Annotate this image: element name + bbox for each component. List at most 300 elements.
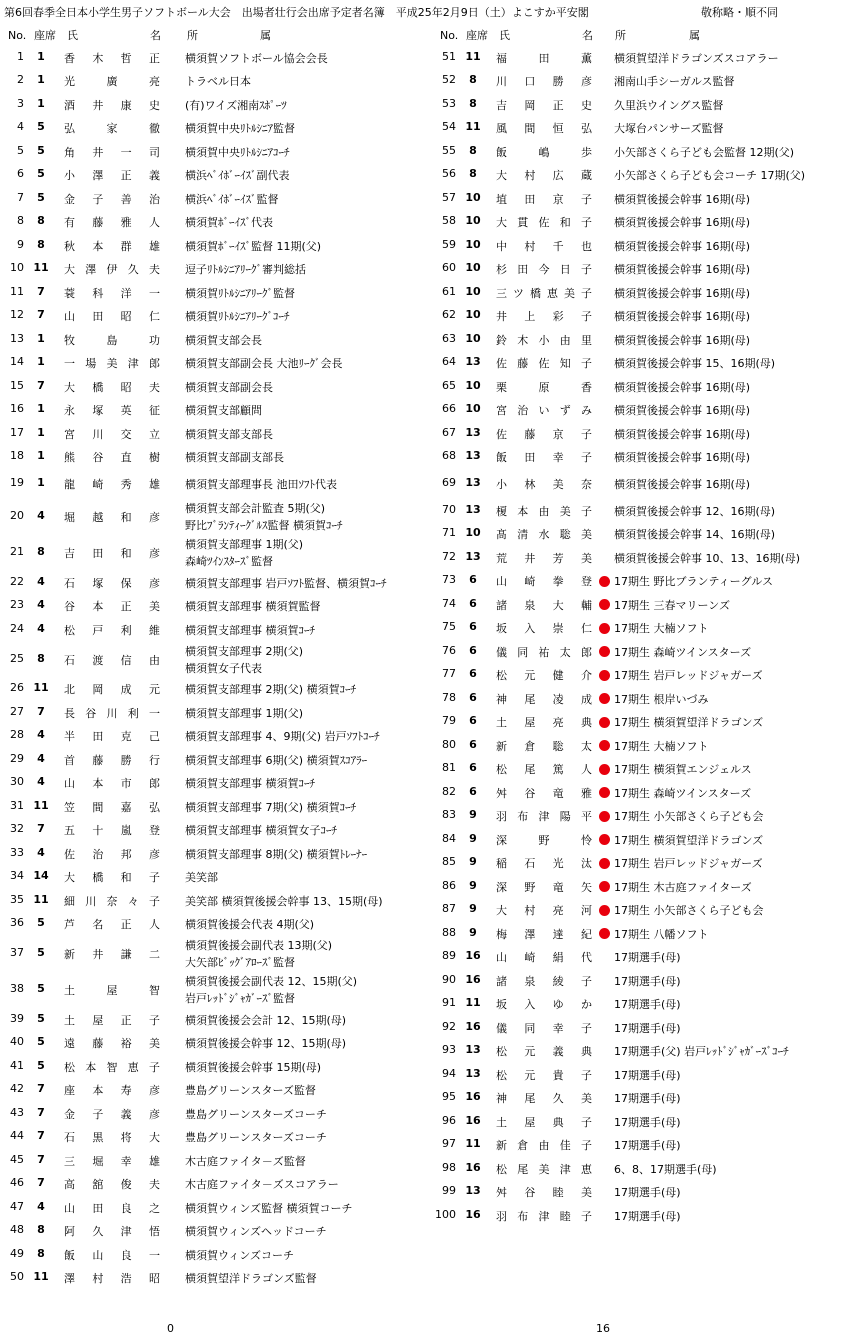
table-row <box>432 969 861 993</box>
person-name: 大 貫 佐 和 子 <box>496 216 592 230</box>
affiliation <box>185 1223 435 1240</box>
row-number: 1 <box>17 49 24 63</box>
affiliation-line: 横須賀後援会幹事 16期(母) <box>614 263 751 277</box>
seat-number: 7 <box>37 1129 45 1143</box>
row-number: 60 <box>442 261 456 275</box>
affiliation-line: 横須賀後援会幹事 15、16期(母) <box>614 357 776 371</box>
table-row <box>432 1040 861 1064</box>
table-row <box>432 570 861 594</box>
affiliation <box>614 526 861 543</box>
row-number: 89 <box>442 949 456 963</box>
row-number: 84 <box>442 831 456 845</box>
row-number: 45 <box>10 1152 24 1166</box>
affiliation <box>185 379 435 396</box>
row-number: 32 <box>10 822 24 836</box>
row-number: 97 <box>442 1137 456 1151</box>
row-number: 2 <box>17 73 24 87</box>
affiliation <box>614 1067 861 1084</box>
affiliation-line: 17期選手(母) <box>614 951 681 965</box>
row-number: 27 <box>10 704 24 718</box>
affiliation <box>185 916 435 933</box>
row-number: 43 <box>10 1105 24 1119</box>
table-row <box>0 1079 432 1103</box>
affiliation-line: 横須賀支部理事 4、9期(父) 岩戸ｿﾌﾄｺｰﾁ <box>185 730 380 744</box>
person-name: 遠 藤 裕 美 <box>64 1037 160 1051</box>
table-row <box>432 593 861 617</box>
row-number: 54 <box>442 120 456 134</box>
row-number: 61 <box>442 284 456 298</box>
table-row <box>432 711 861 735</box>
affiliation <box>185 238 435 255</box>
seat-number: 4 <box>37 574 45 588</box>
row-number: 66 <box>442 402 456 416</box>
affiliation <box>614 1184 861 1201</box>
row-number: 20 <box>10 509 24 522</box>
person-name: 松 元 健 介 <box>496 669 592 683</box>
person-name: 阿 久 津 悟 <box>64 1225 160 1239</box>
row-number: 7 <box>17 190 24 204</box>
row-number: 99 <box>442 1184 456 1198</box>
seat-number: 9 <box>469 808 477 822</box>
table-row <box>0 93 432 117</box>
seat-number: 10 <box>465 261 481 275</box>
seat-number: 10 <box>465 237 481 251</box>
affiliation-line: 17期生 大楠ソフト <box>614 622 709 636</box>
affiliation <box>614 1137 861 1154</box>
affiliation-line: 横須賀支部顧問 <box>185 404 262 418</box>
header-given-name: 名 <box>582 29 593 42</box>
row-number: 42 <box>10 1082 24 1096</box>
seat-number: 8 <box>469 73 477 87</box>
affiliation <box>614 832 861 849</box>
affiliation <box>185 426 435 443</box>
row-number: 58 <box>442 214 456 228</box>
person-name: 座 本 寿 彦 <box>64 1084 160 1098</box>
table-row <box>432 375 861 399</box>
person-name: 吉 田 和 彦 <box>64 547 160 560</box>
person-name: 坂 入 ゆ か <box>496 998 592 1012</box>
affiliation-line: 美笑部 <box>185 871 218 885</box>
affiliation <box>614 167 861 184</box>
table-row <box>432 734 861 758</box>
seat-number: 10 <box>465 284 481 298</box>
affiliation-line: 17期生 森崎ツインスターズ <box>614 645 752 659</box>
seat-number: 9 <box>469 855 477 869</box>
row-number: 55 <box>442 143 456 157</box>
table-row <box>0 535 432 571</box>
affiliation <box>614 667 861 684</box>
attendee-dot-icon <box>599 881 610 892</box>
affiliation-line: 横須賀支部理事 横須賀監督 <box>185 600 321 614</box>
affiliation-line: 17期選手(母) <box>614 1068 681 1082</box>
seat-number: 6 <box>469 784 477 798</box>
row-number: 38 <box>10 982 24 995</box>
seat-number: 5 <box>37 143 45 157</box>
person-name: 土 屋 亮 典 <box>496 716 592 730</box>
affiliation-line: 横須賀後援会幹事 14、16期(母) <box>614 528 776 542</box>
row-number: 18 <box>10 449 24 463</box>
table-row <box>0 211 432 235</box>
row-number: 13 <box>10 331 24 345</box>
row-number: 59 <box>442 237 456 251</box>
affiliation <box>185 308 435 325</box>
row-number: 16 <box>10 402 24 416</box>
row-number: 50 <box>10 1270 24 1284</box>
seat-number: 6 <box>469 573 477 587</box>
row-number: 74 <box>442 596 456 610</box>
row-number: 80 <box>442 737 456 751</box>
row-number: 72 <box>442 549 456 563</box>
table-row <box>432 758 861 782</box>
table-row <box>432 875 861 899</box>
person-name: 深 野 竜 矢 <box>496 880 592 894</box>
header-no: No. <box>8 29 27 42</box>
left-rows <box>0 46 432 1290</box>
seat-number: 16 <box>465 1207 481 1221</box>
affiliation <box>185 1153 435 1170</box>
page-footer-right: 16 <box>596 1322 610 1335</box>
affiliation-line: 横須賀後援会幹事 10、13、16期(母) <box>614 551 801 565</box>
person-name: 宮 治 い ず み <box>496 404 592 418</box>
affiliation-line: 横須賀支部理事長 池田ｿﾌﾄ代表 <box>185 478 337 491</box>
person-name: 羽 布 津 陽 平 <box>496 810 592 824</box>
table-row <box>432 281 861 305</box>
affiliation-line: 17期生 横須賀望洋ドラゴンズ <box>614 833 764 847</box>
seat-number: 7 <box>37 378 45 392</box>
table-row <box>432 305 861 329</box>
row-number: 51 <box>442 49 456 63</box>
seat-number: 1 <box>37 402 45 416</box>
affiliation-line: 17期生 横須賀望洋ドラゴンズ <box>614 716 764 730</box>
row-number: 63 <box>442 331 456 345</box>
person-name: 松 尾 篤 人 <box>496 763 592 777</box>
seat-number: 7 <box>37 1176 45 1190</box>
left-column <box>0 26 432 1290</box>
row-number: 4 <box>17 120 24 134</box>
header-affiliation-1: 所 <box>187 29 198 42</box>
row-number: 82 <box>442 784 456 798</box>
affiliation <box>614 855 861 872</box>
person-name: 神 尾 久 美 <box>496 1092 592 1106</box>
person-name: 熊 谷 直 樹 <box>64 451 160 465</box>
row-number: 46 <box>10 1176 24 1190</box>
affiliation-line: 豊島グリーンスターズ監督 <box>185 1084 316 1098</box>
table-row <box>0 842 432 866</box>
table-row <box>0 234 432 258</box>
seat-number: 5 <box>37 982 45 995</box>
header-surname: 氏 <box>67 29 78 42</box>
seat-number: 10 <box>465 190 481 204</box>
affiliation-line: 逗子ﾘﾄﾙｼﾆｱﾘｰｸﾞ審判総括 <box>185 263 306 277</box>
row-number: 15 <box>10 378 24 392</box>
row-number: 87 <box>442 902 456 916</box>
table-row <box>432 640 861 664</box>
table-row <box>432 46 861 70</box>
table-row <box>432 258 861 282</box>
affiliation-line: 湘南山手シーガルス監督 <box>614 75 735 89</box>
person-name: 荒 井 芳 美 <box>496 551 592 565</box>
affiliation-line: 岩戸ﾚｯﾄﾞｼﾞｬｶﾞｰｽﾞ監督 <box>185 992 295 1005</box>
table-row <box>432 993 861 1017</box>
table-row <box>0 375 432 399</box>
affiliation-line: 大塚台パンサーズ監督 <box>614 122 724 136</box>
seat-number: 1 <box>37 49 45 63</box>
affiliation <box>185 402 435 419</box>
affiliation <box>185 1012 435 1029</box>
seat-number: 1 <box>37 73 45 87</box>
table-row <box>0 46 432 70</box>
table-row <box>0 281 432 305</box>
table-row <box>0 819 432 843</box>
affiliation <box>185 1106 435 1123</box>
row-number: 67 <box>442 425 456 439</box>
seat-number: 16 <box>465 1019 481 1033</box>
table-row <box>0 117 432 141</box>
row-number: 79 <box>442 714 456 728</box>
row-number: 24 <box>10 621 24 635</box>
header-seat: 座席 <box>34 29 56 42</box>
table-row <box>0 1102 432 1126</box>
seat-number: 10 <box>465 378 481 392</box>
affiliation <box>614 191 861 208</box>
affiliation-line: 横須賀支部理事 2期(父) <box>185 644 304 658</box>
affiliation <box>614 355 861 372</box>
row-number: 6 <box>17 167 24 181</box>
seat-number: 9 <box>469 925 477 939</box>
affiliation <box>185 167 435 184</box>
row-number: 64 <box>442 355 456 369</box>
seat-number: 10 <box>465 214 481 228</box>
affiliation-line: 横須賀支部支部長 <box>185 427 273 441</box>
person-name: 儀 同 幸 子 <box>496 1021 592 1035</box>
seat-number: 5 <box>37 1058 45 1072</box>
row-number: 78 <box>442 690 456 704</box>
affiliation-line: 横須賀後援会副代表 13期(父) <box>185 939 333 952</box>
row-number: 96 <box>442 1113 456 1127</box>
person-name: 山 田 良 之 <box>64 1201 160 1215</box>
person-name: 光 廣 亮 <box>64 75 160 89</box>
affiliation <box>185 355 435 372</box>
seat-number: 8 <box>37 545 45 558</box>
table-row <box>432 352 861 376</box>
affiliation-line: 横須賀ﾎﾞｰｲｽﾞ代表 <box>185 216 273 230</box>
table-row <box>432 546 861 570</box>
affiliation <box>614 214 861 231</box>
affiliation-line: 17期生 岩戸レッドジャガーズ <box>614 857 763 871</box>
person-name: 山 崎 拳 登 <box>496 575 592 589</box>
affiliation <box>185 285 435 302</box>
row-number: 5 <box>17 143 24 157</box>
header-affiliation-2: 属 <box>689 29 700 42</box>
seat-number: 7 <box>37 704 45 718</box>
table-row <box>0 1008 432 1032</box>
table-row <box>0 972 432 1008</box>
affiliation <box>614 714 861 731</box>
affiliation-line: 横須賀ﾘﾄﾙｼﾆｱﾘｰｸﾞ監督 <box>185 286 295 300</box>
affiliation <box>614 644 861 661</box>
table-row <box>0 1149 432 1173</box>
table-row <box>432 1134 861 1158</box>
row-number: 56 <box>442 167 456 181</box>
seat-number: 11 <box>33 892 49 906</box>
row-number: 86 <box>442 878 456 892</box>
row-number: 26 <box>10 681 24 695</box>
affiliation-line: 横須賀後援会幹事 16期(母) <box>614 286 751 300</box>
affiliation-line: 横須賀後援会幹事 16期(母) <box>614 239 751 253</box>
affiliation-line: 横須賀支部理事 横須賀ｺｰﾁ <box>185 777 315 791</box>
affiliation-line: 横須賀後援会幹事 16期(母) <box>614 404 751 418</box>
affiliation-line: 17期生 木古庭ファイターズ <box>614 880 752 894</box>
seat-number: 8 <box>37 214 45 228</box>
person-name: 松 尾 美 津 恵 <box>496 1162 592 1176</box>
person-name: 首 藤 勝 行 <box>64 753 160 767</box>
person-name: 笠 間 嘉 弘 <box>64 800 160 814</box>
affiliation <box>185 575 435 592</box>
row-number: 49 <box>10 1246 24 1260</box>
person-name: 大 澤 伊 久 夫 <box>64 263 160 277</box>
seat-number: 5 <box>37 190 45 204</box>
row-number: 90 <box>442 972 456 986</box>
row-number: 19 <box>10 476 24 489</box>
row-number: 44 <box>10 1129 24 1143</box>
table-row <box>0 889 432 913</box>
affiliation <box>614 308 861 325</box>
row-number: 92 <box>442 1019 456 1033</box>
seat-number: 10 <box>465 331 481 345</box>
table-row <box>0 936 432 972</box>
seat-number: 6 <box>469 643 477 657</box>
affiliation-line: 横浜ﾍﾞｲﾎﾞｰｲｽﾞ監督 <box>185 192 279 206</box>
person-name: 芦 名 正 人 <box>64 918 160 932</box>
table-row <box>432 922 861 946</box>
table-row <box>0 258 432 282</box>
affiliation-line: 横須賀後援会会計 12、15期(母) <box>185 1013 347 1027</box>
seat-number: 7 <box>37 308 45 322</box>
person-name: 高 舘 俊 夫 <box>64 1178 160 1192</box>
affiliation-line: (有)ワイズ湘南ｽﾎﾟｰﾂ <box>185 98 287 112</box>
row-number: 48 <box>10 1223 24 1237</box>
person-name: 三 堀 幸 雄 <box>64 1154 160 1168</box>
row-number: 37 <box>10 946 24 959</box>
affiliation-line: 横須賀後援会幹事 16期(母) <box>614 216 751 230</box>
person-name: 諸 泉 綾 子 <box>496 974 592 988</box>
seat-number: 6 <box>469 714 477 728</box>
attendee-dot-icon <box>599 623 610 634</box>
person-name: 角 井 一 司 <box>64 145 160 159</box>
affiliation-line: 横須賀ﾎﾞｰｲｽﾞ監督 11期(父) <box>185 239 322 253</box>
table-row <box>432 140 861 164</box>
seat-number: 6 <box>469 620 477 634</box>
affiliation-line: トラベル日本 <box>185 75 251 89</box>
seat-number: 1 <box>37 355 45 369</box>
person-name: 土 屋 正 子 <box>64 1013 160 1027</box>
person-name: 龍 崎 秀 雄 <box>64 478 160 491</box>
row-number: 88 <box>442 925 456 939</box>
affiliation-line: 横須賀支部理事 岩戸ｿﾌﾄ監督、横須賀ｺｰﾁ <box>185 576 387 590</box>
person-name: 一 場 美 津 郎 <box>64 357 160 371</box>
affiliation <box>185 775 435 792</box>
affiliation-line: 17期選手(母) <box>614 1139 681 1153</box>
person-name: 舛 谷 竜 雅 <box>496 786 592 800</box>
affiliation-line: 横須賀支部会計監査 5期(父) <box>185 502 326 515</box>
person-name: 埴 田 京 子 <box>496 192 592 206</box>
affiliation <box>614 426 861 443</box>
affiliation-line: 横須賀支部副支部長 <box>185 451 284 465</box>
table-row <box>432 234 861 258</box>
affiliation-line: 横須賀支部理事 2期(父) 横須賀ｺｰﾁ <box>185 683 357 697</box>
affiliation <box>185 536 435 570</box>
affiliation <box>614 926 861 943</box>
seat-number: 4 <box>37 751 45 765</box>
table-row <box>432 617 861 641</box>
row-number: 12 <box>10 308 24 322</box>
person-name: 弘 家 徹 <box>64 122 160 136</box>
seat-number: 13 <box>465 355 481 369</box>
affiliation-line: 17期生 岩戸レッドジャガーズ <box>614 669 763 683</box>
attendee-dot-icon <box>599 670 610 681</box>
header-given-name: 名 <box>150 29 161 42</box>
row-number: 35 <box>10 892 24 906</box>
seat-number: 1 <box>37 449 45 463</box>
affiliation <box>185 476 435 493</box>
person-name: 羽 布 津 睦 子 <box>496 1209 592 1223</box>
person-name: 新 倉 由 佳 子 <box>496 1139 592 1153</box>
seat-number: 16 <box>465 1113 481 1127</box>
person-name: 金 子 善 治 <box>64 192 160 206</box>
affiliation-line: 横須賀後援会副代表 12、15期(父) <box>185 975 358 988</box>
seat-number: 11 <box>33 681 49 695</box>
affiliation-line: 横須賀中央ﾘﾄﾙｼﾆｱ監督 <box>185 122 295 136</box>
row-number: 71 <box>442 526 456 540</box>
table-row <box>0 1055 432 1079</box>
person-name: 小 澤 正 義 <box>64 169 160 183</box>
seat-number: 16 <box>465 1160 481 1174</box>
table-row <box>0 642 432 678</box>
row-number: 57 <box>442 190 456 204</box>
seat-number: 13 <box>465 476 481 489</box>
affiliation <box>614 691 861 708</box>
row-number: 47 <box>10 1199 24 1213</box>
affiliation <box>185 500 435 534</box>
affiliation <box>614 1161 861 1178</box>
table-row <box>432 1181 861 1205</box>
document-title-bar <box>4 5 861 21</box>
seat-number: 9 <box>469 902 477 916</box>
table-row <box>0 1220 432 1244</box>
header-surname: 氏 <box>499 29 510 42</box>
table-row <box>0 1243 432 1267</box>
affiliation <box>185 261 435 278</box>
person-name: 石 黒 将 大 <box>64 1131 160 1145</box>
person-name: 諸 泉 大 輔 <box>496 598 592 612</box>
person-name: 石 渡 信 由 <box>64 653 160 667</box>
affiliation-line: 横須賀後援会幹事 12、15期(母) <box>185 1037 347 1051</box>
table-row <box>432 211 861 235</box>
person-name: 吉 岡 正 史 <box>496 98 592 112</box>
table-row <box>0 499 432 535</box>
seat-number: 13 <box>465 425 481 439</box>
table-row <box>0 701 432 725</box>
document-title: 第6回春季全日本小学生男子ソフトボール大会 出場者壮行会出席予定者名簿 平成25年2月9日（土）よこすか平安閣 <box>4 6 589 19</box>
affiliation-line: 小矢部さくら子ども会監督 12期(父) <box>614 145 795 159</box>
affiliation <box>614 1208 861 1225</box>
affiliation-line: 横須賀女子代表 <box>185 661 262 675</box>
person-name: 秋 本 群 雄 <box>64 239 160 253</box>
affiliation-line: 横須賀後援会幹事 16期(母) <box>614 427 751 441</box>
row-number: 17 <box>10 425 24 439</box>
attendee-dot-icon <box>599 717 610 728</box>
seat-number: 5 <box>37 1035 45 1049</box>
